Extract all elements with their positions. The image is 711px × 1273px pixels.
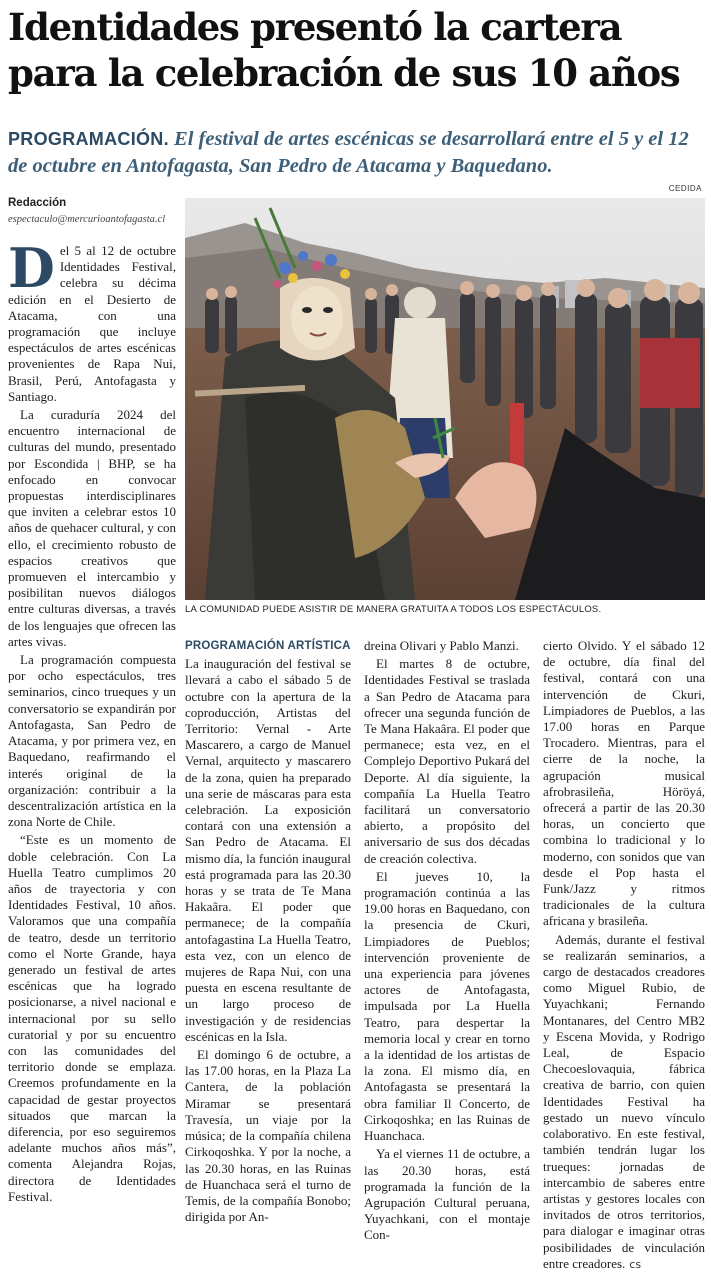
photo-caption: LA COMUNIDAD PUEDE ASISTIR DE MANERA GRATUITA A TODOS LOS ESPECTÁCULOS. <box>185 604 602 615</box>
text-column-2 <box>185 638 351 1225</box>
dropcap: D <box>8 236 55 300</box>
paragraph: La inauguración del festival se llevará a cabo el sábado 5 de octubre con la apertura de la coproducción, Artistas del Territorio: Vernal - Arte Mascarero, a cargo de Manuel Vernal, arquitecto y mascarero de la zona, quien ha preparado una serie de máscaras para esta celebración. La exposición contará con una extensión a San Pedro de Atacama. El mismo día, la función inaugural está programada para las 20.30 horas y se trata de Te Mana Hakaâra. El poder que permanece; de la compañía antofagastina La Huella Teatro, esta vez, con un elenco de mujeres de Rapa Nui, con una puesta en escena resultante de un largo proceso de investigación y de residencias escénicas en la Isla. <box>185 656 351 1044</box>
quote-paragraph: “Este es un momento de doble celebración. Con La Huella Teatro cumplimos 20 años de trayectoria y con Identidades Festival, 10 años. Valoramos que una compañía de teatro, desde un territorio como el Norte Grande, haya generado un festival de artes escénicas que ha logrado posicionarse, a nivel nacional e internacional por su sello curatorial y por su encuentro con las comunidades del territorio donde se emplaza. Creemos profundamente en la capacidad de gestar proyectos situados que marcan la diferencia, por eso seguiremos adelante muchos años más”, comenta Alejandra Rojas, directora de Identidades Festival. <box>8 832 176 1204</box>
section-subhead: PROGRAMACIÓN ARTÍSTICA <box>185 640 351 652</box>
paragraph: cierto Olvido. Y el sábado 12 de octubre, día final del festival, contará con una intervención de Ckuri, Limpiadores de Pueblos, a las 17.00 horas en Parque Trocadero. Mientras, para el cierre de la noche, la agrupación musical afrobrasileña, Höröyá, ofrecerá a partir de las 20.30 horas, un concierto que combina lo tradicional y lo moderno, con sonidos que van desde el Pop hasta el Funk/Jazz y ritmos tradicionales de la cultura africana y brasileña. <box>543 638 705 929</box>
paragraph <box>543 932 705 1273</box>
end-mark-icon: cs <box>629 1257 642 1271</box>
text-column-4 <box>543 638 705 1271</box>
photo-credit: CEDIDA <box>668 184 702 193</box>
paragraph: El domingo 6 de octubre, a las 17.00 horas, en la Plaza La Cantera, de la población Miramar se presentará Travesía, un viaje por la música; de la compañía chilena Cirkoqoshka. Y por la noche, a las 20.30 horas, en las Ruinas de Huanchaca será el turno de Temis, de la compañía Bonobo; dirigida por An- <box>185 1047 351 1225</box>
text-column-3 <box>364 638 530 1243</box>
festival-photo-illustration <box>185 198 705 600</box>
byline-email[interactable]: espectaculo@mercurioantofagasta.cl <box>8 214 166 225</box>
kicker: PROGRAMACIÓN. <box>8 129 169 149</box>
paragraph: dreina Olivari y Pablo Manzi. <box>364 638 519 653</box>
paragraph: La curaduría 2024 del encuentro internacional de culturas del mundo, presentado por Escondida | BHP, se ha enfocado en convocar propuestas interdisciplinares que inviten a celebrar estos 10 años de quehacer cultural, y con ello, el crecimiento robusto de espacios creativos que promueven el intercambio y posibilitan nuevos diálogos entre culturas diversas, a través de los lenguajes que ofrecen las artes vivas. <box>8 407 176 649</box>
paragraph-text: Además, durante el festival se realizarán seminarios, a cargo de destacados creadores como Miguel Rubio, de Yuyachkani; Fernando Montanares, del Centro MB2 y Escena Movida, y Rodrigo Leal, de Espacio Checoeslovaquia, fábrica creativa de barrio, con quien Identidades Festival ha gestado un nuevo vínculo colaborativo. En este festival, también tendrán lugar los trueques: jornadas de intercambio de saberes entre artistas y gestores locales con invitados de otros territorios, para dialogar e imaginar otras posibilidades de vinculación entre creadores. <box>543 931 705 1271</box>
deck <box>8 126 703 180</box>
paragraph: El martes 8 de octubre, Identidades Festival se traslada a San Pedro de Atacama para ofrecer una segunda función de Te Mana Hakaâra. El poder que permanece; esta vez, en el Complejo Deportivo Pukará del Deporte. Al día siguiente, la compañía La Huella Teatro facilitará un conversatorio abierto, a propósito del aniversario de sus dos décadas de creación colectiva. <box>364 656 530 866</box>
paragraph: La programación compuesta por ocho espectáculos, tres seminarios, cinco trueques y un conversatorio se expandirán por Antofagasta, San Pedro de Atacama, y por primera vez, en Baquedano, reafirmando el interés original de la organización: contribuir a la descentralización artística en la zona Norte de Chile. <box>8 652 176 830</box>
lead-text: el 5 al 12 de octubre Identidades Festival, celebra su décima edición en el Desierto de Atacama, con una programación que incluye espectáculos de artes escénicas provenientes de Rapa Nui, Brasil, Perú, Antofagasta y Santiago. <box>8 243 176 404</box>
text-column-1 <box>8 236 176 1204</box>
paragraph: Ya el viernes 11 de octubre, a las 20.30 horas, está programada la función de la Agrupación Cultural peruana, Yuyachkani, con el montaje Con- <box>364 1146 530 1243</box>
deck-text: El festival de artes escénicas se desarrollará entre el 5 y el 12 de octubre en Antofagasta, San Pedro de Atacama y Baquedano. <box>8 128 689 177</box>
festival-photo <box>185 198 705 600</box>
byline: Redacción <box>8 197 67 209</box>
headline: Identidades presentó la cartera para la celebración de sus 10 años <box>8 5 680 95</box>
paragraph: El jueves 10, la programación continúa a las 19.00 horas en Baquedano, con la presencia de Ckuri, Limpiadores de Pueblos; intervención proveniente de una experiencia para jóvenes actores de Antofagasta, impulsada por La Huella Teatro, para despertar la memoria local y crear en torno a la identidad de los artistas de la zona. El mismo día, en Antofagasta se presentará la obra familiar Il Concerto, de Cirkoqoshka; en las Ruinas de Huanchaca. <box>364 868 530 1144</box>
lead-paragraph <box>8 236 176 405</box>
